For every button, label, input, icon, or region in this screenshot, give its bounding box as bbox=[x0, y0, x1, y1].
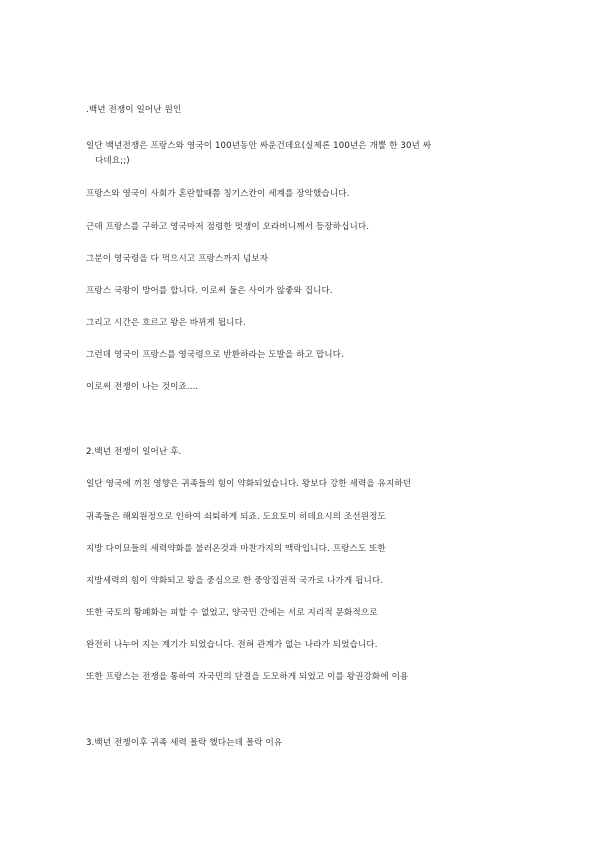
section1-heading: .백년 전쟁이 일어난 원인 bbox=[86, 105, 182, 115]
paragraph-line: 지방세력의 힘이 약화되고 왕을 중심으로 한 중앙집권적 국가로 나가게 됩니다. bbox=[86, 576, 384, 586]
paragraph-line: 프랑스와 영국이 사회가 혼란할때쯤 칭기스칸이 세계를 장악했습니다. bbox=[86, 189, 350, 199]
section2-heading: 2.백년 전쟁이 일어난 후. bbox=[86, 447, 182, 457]
paragraph-line: 또한 프랑스는 전쟁을 통하여 자국민의 단결을 도모하게 되었고 이를 왕권강화에 이용 bbox=[86, 672, 409, 682]
paragraph-line: 프랑스 국왕이 방어를 합니다. 이로써 둘은 사이가 않좋와 집니다. bbox=[86, 286, 333, 296]
paragraph-line: 그런데 영국이 프랑스를 영국령으로 반환하라는 도발을 하고 맙니다. bbox=[86, 350, 344, 360]
paragraph-line: 이로써 전쟁이 나는 것이죠.... bbox=[86, 382, 199, 392]
paragraph-line: 지방 다이묘들의 세력약화를 불러온것과 마찬가지의 맥락입니다. 프랑스도 또한 bbox=[86, 544, 386, 554]
section3-heading: 3.백년 전쟁이후 귀족 세력 몰락 했다는데 몰락 이유 bbox=[86, 738, 283, 748]
paragraph-line: 또한 국토의 황폐화는 피할 수 없었고, 양국민 간에는 서로 지리적 문화적으로 bbox=[86, 608, 378, 618]
paragraph-line: 일단 영국에 끼친 영향은 귀족들의 힘이 약화되었습니다. 왕보다 강한 세력을 유지하던 bbox=[86, 479, 412, 489]
paragraph-line: 완전히 나누어 지는 계기가 되었습니다. 전혀 관계가 없는 나라가 되었습니다. bbox=[86, 640, 378, 650]
paragraph-line: 다네요;;) bbox=[95, 156, 130, 166]
paragraph-line: 그분이 영국령을 다 먹으시고 프랑스까지 넘보자 bbox=[86, 254, 269, 264]
paragraph-line: 근데 프랑스를 구하고 영국마저 점령한 멋쟁이 오라버니께서 등장하십니다. bbox=[86, 222, 370, 232]
paragraph-line: 일단 백년전쟁은 프랑스와 영국이 100년동안 싸운건데요(실제론 100년은 개뿔 한 30년 싸 bbox=[86, 141, 432, 151]
paragraph-line: 귀족들은 해외원정으로 인하여 쇠퇴하게 되죠. 도요토미 히데요시의 조선원정도 bbox=[86, 512, 386, 522]
paragraph-line: 그리고 시간은 흐르고 왕은 바뀌게 됩니다. bbox=[86, 318, 246, 328]
